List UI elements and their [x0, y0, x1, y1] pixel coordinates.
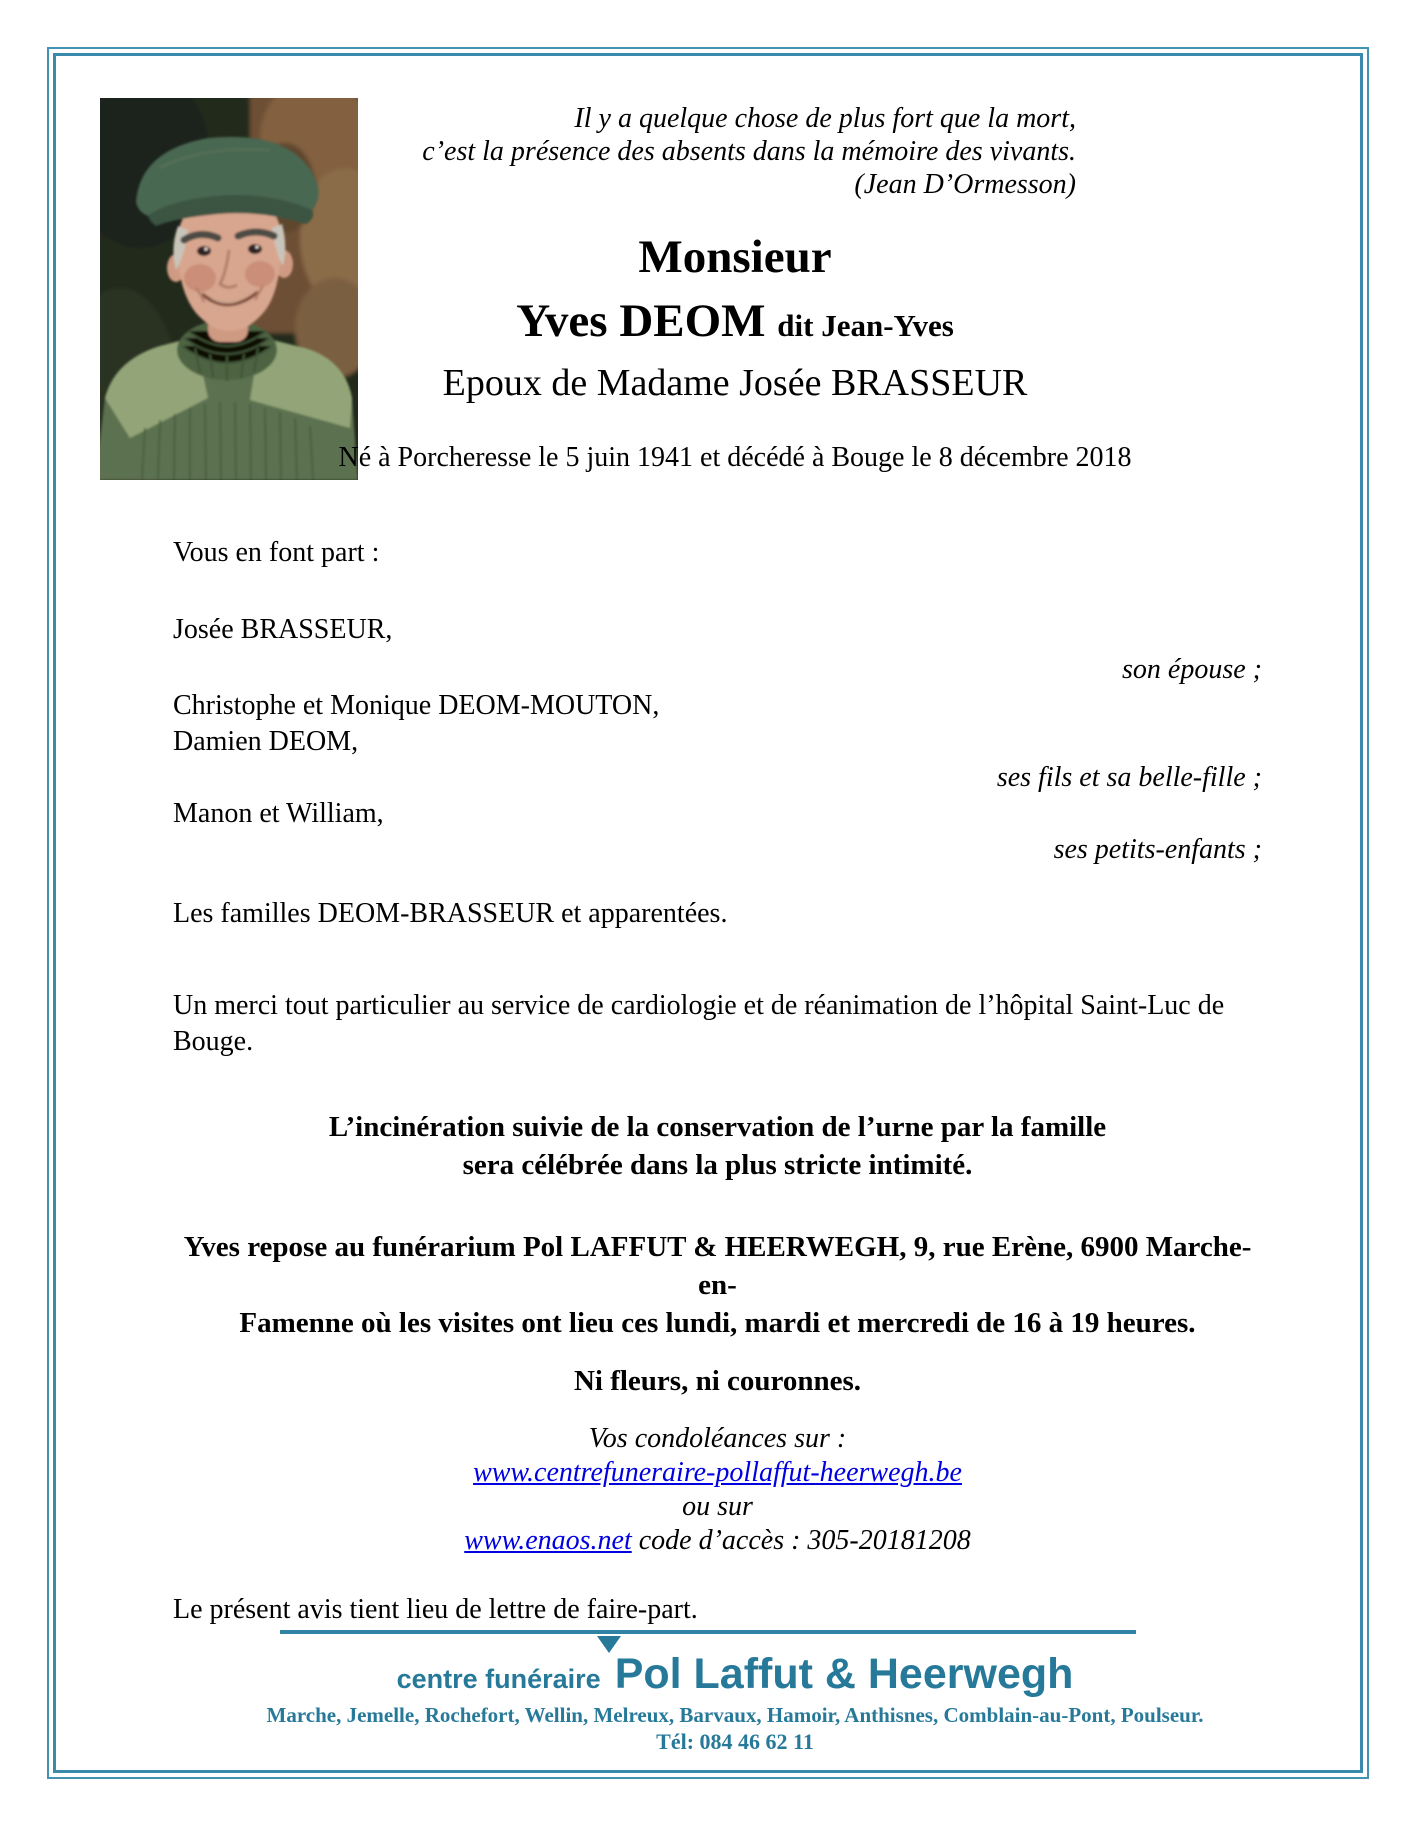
notice-line: Le présent avis tient lieu de lettre de faire-part. [173, 1594, 698, 1625]
condolences-block [173, 1422, 1262, 1558]
access-code: code d’accès : 305-20181208 [631, 1525, 971, 1556]
repose-line-1: Yves repose au funérarium Pol LAFFUT & HEERWEGH, 9, rue Erène, 6900 Marche-en- [183, 1231, 1252, 1301]
brand-name-text: Pol Laffut & Heerwegh [614, 1650, 1074, 1698]
funeral-home-logo [100, 1650, 1370, 1699]
family-relation: ses petits-enfants ; [1053, 834, 1262, 865]
title-monsieur: Monsieur [638, 231, 832, 283]
deceased-header [100, 228, 1370, 475]
condolences-link-centrefuneraire[interactable]: www.centrefuneraire-pollaffut-heerwegh.be [473, 1457, 962, 1488]
quote-line-2: c’est la présence des absents dans la mémoire des vivants. [422, 136, 1076, 167]
repose-block [173, 1228, 1262, 1342]
footer-divider [280, 1630, 1136, 1634]
brand-triangle-icon [597, 1636, 621, 1653]
spouse-line: Epoux de Madame Josée BRASSEUR [442, 362, 1028, 404]
footer-locations: Marche, Jemelle, Rochefort, Wellin, Melreux, Barvaux, Hamoir, Anthisnes, Comblain-au-Pont, Poulseur. [266, 1703, 1204, 1727]
ceremony-block [173, 1108, 1262, 1184]
deceased-name-line [100, 292, 1370, 355]
footer-phone: Tél: 084 46 62 11 [656, 1729, 814, 1754]
epigraph-quote [422, 102, 1076, 201]
thanks-line: Un merci tout particulier au service de cardiologie et de réanimation de l’hôpital Saint-Luc de Bouge. [173, 990, 1225, 1057]
no-flowers-line: Ni fleurs, ni couronnes. [573, 1365, 862, 1397]
condolences-or: ou sur [682, 1491, 753, 1522]
family-name: Christophe et Monique DEOM-MOUTON, [173, 690, 660, 721]
announcement-body [173, 535, 1262, 1628]
family-relation: ses fils et sa belle-fille ; [996, 762, 1262, 793]
condolences-intro: Vos condoléances sur : [588, 1423, 847, 1454]
repose-line-2: Famenne où les visites ont lieu ces lundi, mardi et mercredi de 16 à 19 heures. [239, 1307, 1196, 1339]
family-name: Damien DEOM, [173, 726, 359, 757]
families-line: Les familles DEOM-BRASSEUR et apparentées. [173, 898, 728, 929]
ceremony-line-2: sera célébrée dans la plus stricte intimité. [462, 1149, 973, 1181]
deceased-name: Yves DEOM [516, 295, 766, 347]
brand-prefix: centre funéraire [396, 1664, 601, 1694]
quote-line-1: Il y a quelque chose de plus fort que la mort, [574, 103, 1076, 134]
intro-line: Vous en font part : [173, 537, 380, 568]
brand-name [615, 1650, 1074, 1699]
condolences-link-enaos[interactable]: www.enaos.net [464, 1525, 632, 1556]
quote-attribution: (Jean D’Ormesson) [854, 169, 1076, 200]
deceased-alias: dit Jean-Yves [777, 308, 954, 343]
family-name: Josée BRASSEUR, [173, 614, 393, 645]
family-relation: son épouse ; [1122, 654, 1262, 685]
family-name: Manon et William, [173, 798, 384, 829]
life-dates-line: Né à Porcheresse le 5 juin 1941 et décédé à Bouge le 8 décembre 2018 [338, 442, 1132, 473]
ceremony-line-1: L’incinération suivie de la conservation de l’urne par la famille [328, 1111, 1107, 1143]
